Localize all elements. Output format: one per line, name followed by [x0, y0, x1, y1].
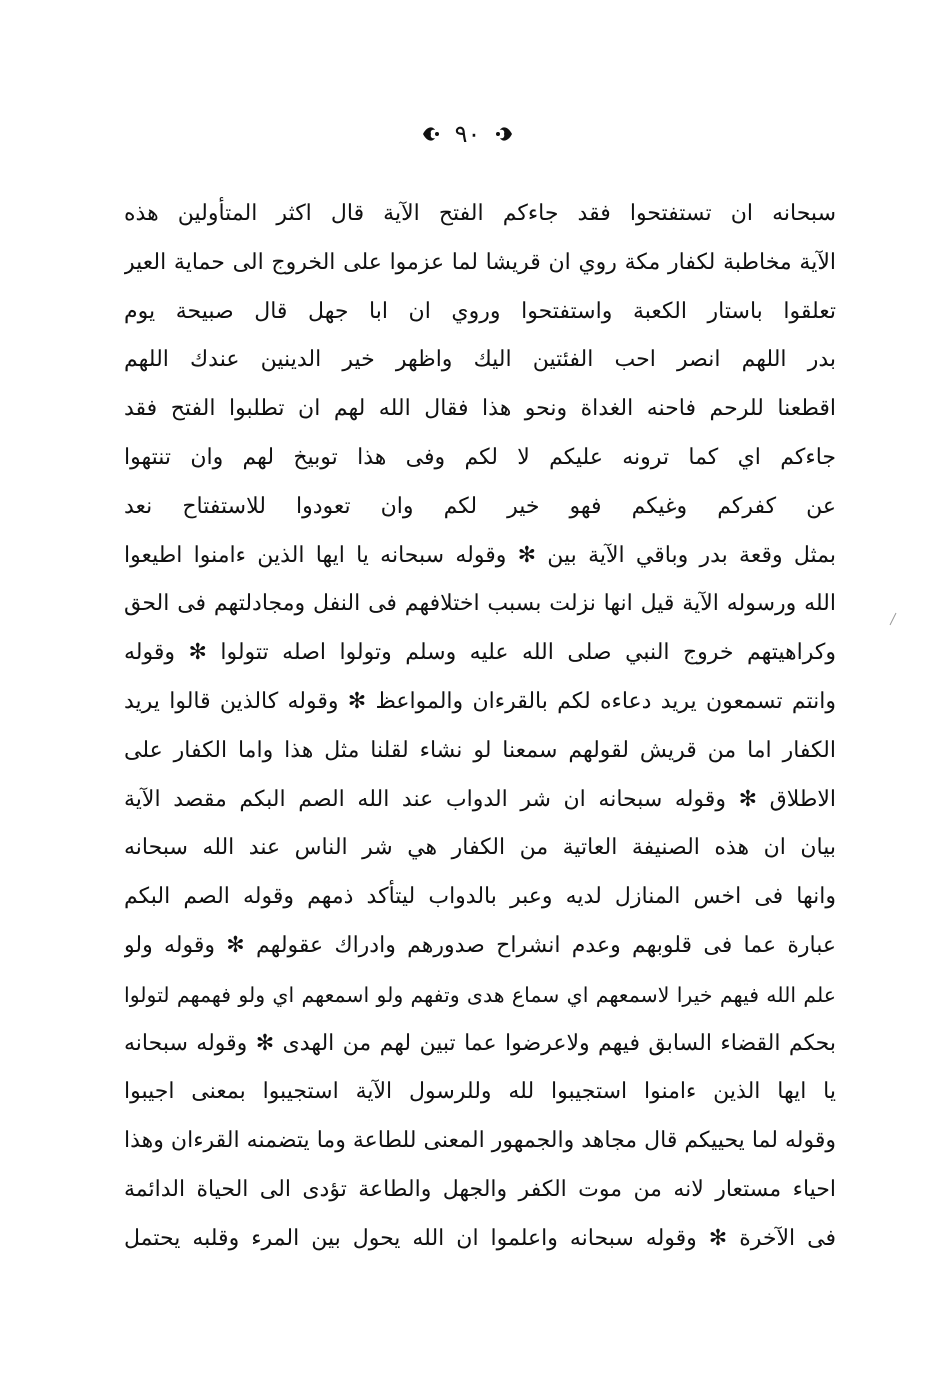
text-line: عبارة عما فى قلوبهم وعدم انشراح صدورهم وادراك عقولهم ✻ وقوله ولو: [124, 932, 836, 958]
text-line: اقطعنا للرحم فاحنه الغداة ونحو هذا فقال الله لهم ان تطلبوا الفتح فقد: [124, 396, 836, 422]
text-line: الآية مخاطبة لكفار مكة روي ان قريشا لما عزموا على الخروج الى حماية العير: [124, 249, 836, 275]
text-line: وانتم تسمعون يريد دعاءه لكم بالقرءان والمواعظ ✻ وقوله كالذين قالوا يريد: [124, 688, 836, 714]
text-line: بيان ان هذه الصنيفة العاتية من الكفار هي شر الناس عند الله سبحانه: [124, 835, 836, 861]
left-ornament-icon: [419, 123, 441, 145]
page-number: ٩٠: [454, 120, 481, 148]
text-line: الاطلاق ✻ وقوله سبحانه ان شر الدواب عند الله الصم البكم مقصد الآية: [124, 786, 836, 812]
text-line: علم الله فيهم خيرا لاسمعهم اي سماع هدى وتفهم ولو اسمعهم اي ولو فهمهم لتولوا: [124, 982, 836, 1007]
text-line: سبحانه ان تستفتحوا فقد جاءكم الفتح الآية قال اكثر المتأولين هذه: [124, 201, 836, 226]
text-line: تعلقوا باستار الكعبة واستفتحوا وروي ان ابا جهل قال صبيحة يوم: [124, 298, 836, 324]
text-line: الكفار اما من قريش لقولهم سمعنا لو نشاء لقلنا مثل هذا واما الكفار على: [124, 737, 836, 763]
text-line: وكراهيتهم خروج النبي صلى الله عليه وسلم وتولوا اصله تتولوا ✻ وقوله: [124, 640, 836, 666]
text-line: احياء مستعار لانه من موت الكفر والجهل والطاعة تؤدى الى الحياة الدائمة: [124, 1176, 836, 1202]
text-line: جاءكم اي كما ترونه عليكم لا لكم وفى هذا توبيخ لهم وان تنتهوا: [124, 444, 836, 470]
text-line: بحكم القضاء السابق فيهم ولاعرضوا عما تبين لهم من الهدى ✻ وقوله سبحانه: [124, 1030, 836, 1056]
text-line: وانها فى اخس المنازل لديه وعبر بالدواب ليتأكد ذمهم وقوله الصم البكم: [124, 884, 836, 910]
text-line: عن كفركم وغيكم فهو خير لكم وان تعودوا للاستفتاح نعد: [124, 493, 836, 519]
text-line: وقوله لما يحييكم قال مجاهد والجمهور المعنى للطاعة وما يتضمنه القرءان وهذا: [124, 1128, 836, 1154]
text-line: فى الآخرة ✻ وقوله سبحانه واعلموا ان الله يحول بين المرء وقلبه يحتمل: [124, 1225, 836, 1251]
text-line: بدر اللهم انصر احب الفئتين اليك واظهر خير الدينين عندك اللهم: [124, 347, 836, 373]
right-ornament-icon: [494, 123, 516, 145]
text-line: يا ايها الذين ءامنوا استجيبوا لله وللرسول الآية استجيبوا بمعنى اجيبوا: [124, 1079, 836, 1105]
text-line: الله ورسوله الآية قيل انها نزلت بسبب اختلافهم فى النفل ومجادلتهم فى الحق: [124, 591, 836, 617]
text-line: بمثل وقعة بدر وباقي الآية بين ✻ وقوله سبحانه يا ايها الذين ءامنوا اطيعوا: [124, 542, 836, 568]
page-body-text: [124, 190, 836, 1264]
margin-mark-icon: [888, 612, 898, 626]
page-header: [0, 122, 935, 146]
